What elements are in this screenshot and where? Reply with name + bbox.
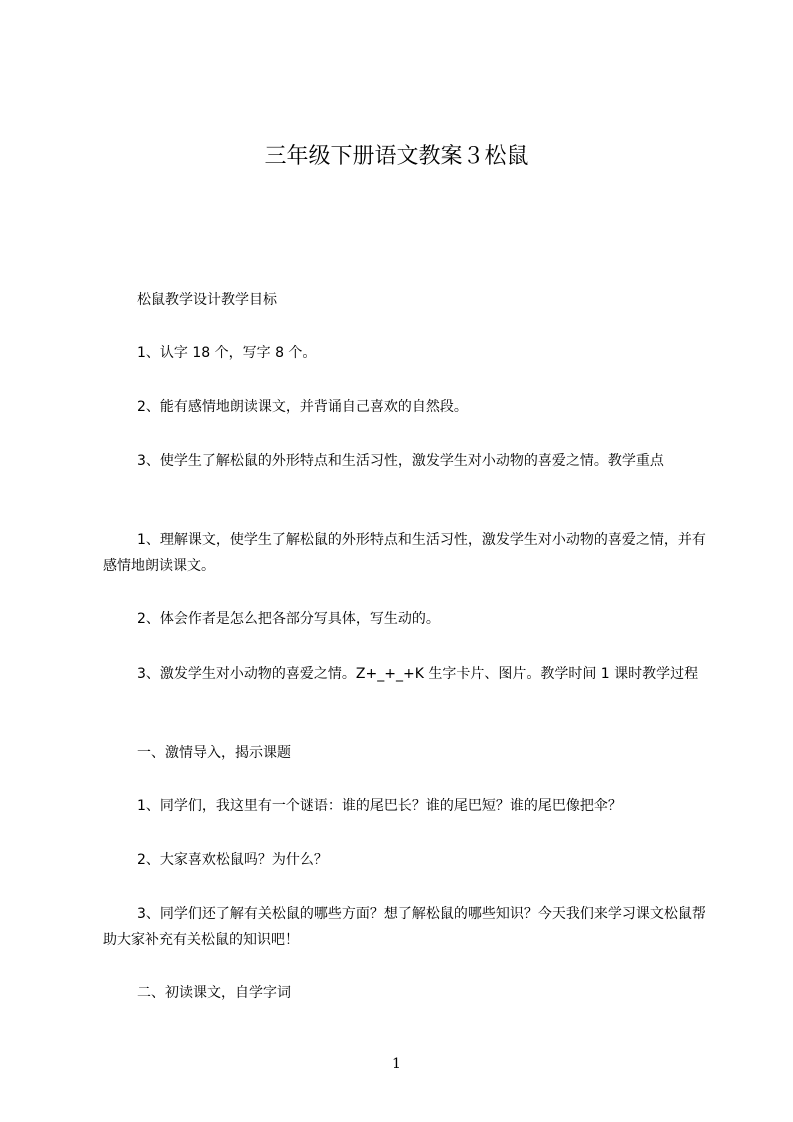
paragraph-section-2-heading: 二、初读课文，自学字词 <box>137 985 291 1001</box>
paragraph-objective-3: 3、使学生了解松鼠的外形特点和生活习性，激发学生对小动物的喜爱之情。教学重点 <box>137 453 664 469</box>
paragraph-keypoint-1: 1、理解课文，使学生了解松鼠的外形特点和生活习性，激发学生对小动物的喜爱之情，并有感情地朗读课文。 <box>103 532 706 574</box>
page-number: 1 <box>392 1056 401 1072</box>
paragraph-objectives-heading: 松鼠教学设计教学目标 <box>137 292 277 308</box>
paragraph-objective-2: 2、能有感情地朗读课文，并背诵自己喜欢的自然段。 <box>137 399 468 415</box>
paragraph-keypoint-2: 2、体会作者是怎么把各部分写具体，写生动的。 <box>137 611 440 627</box>
paragraph-section-1-heading: 一、激情导入，揭示课题 <box>137 745 291 761</box>
paragraph-step-2: 2、大家喜欢松鼠吗？为什么？ <box>137 852 328 868</box>
paragraph-keypoint-3: 3、激发学生对小动物的喜爱之情。Z+_+_+K 生字卡片、图片。教学时间 1 课时教学过程 <box>137 666 699 682</box>
paragraph-objective-1: 1、认字 18 个，写字 8 个。 <box>137 345 317 361</box>
document-title: 三年级下册语文教案３松鼠 <box>264 144 529 169</box>
paragraph-step-3: 3、同学们还了解有关松鼠的哪些方面？想了解松鼠的哪些知识？今天我们来学习课文松鼠帮助大家补充有关松鼠的知识吧！ <box>103 906 706 948</box>
paragraph-step-1: 1、同学们，我这里有一个谜语：谁的尾巴长？谁的尾巴短？谁的尾巴像把伞？ <box>137 798 622 814</box>
